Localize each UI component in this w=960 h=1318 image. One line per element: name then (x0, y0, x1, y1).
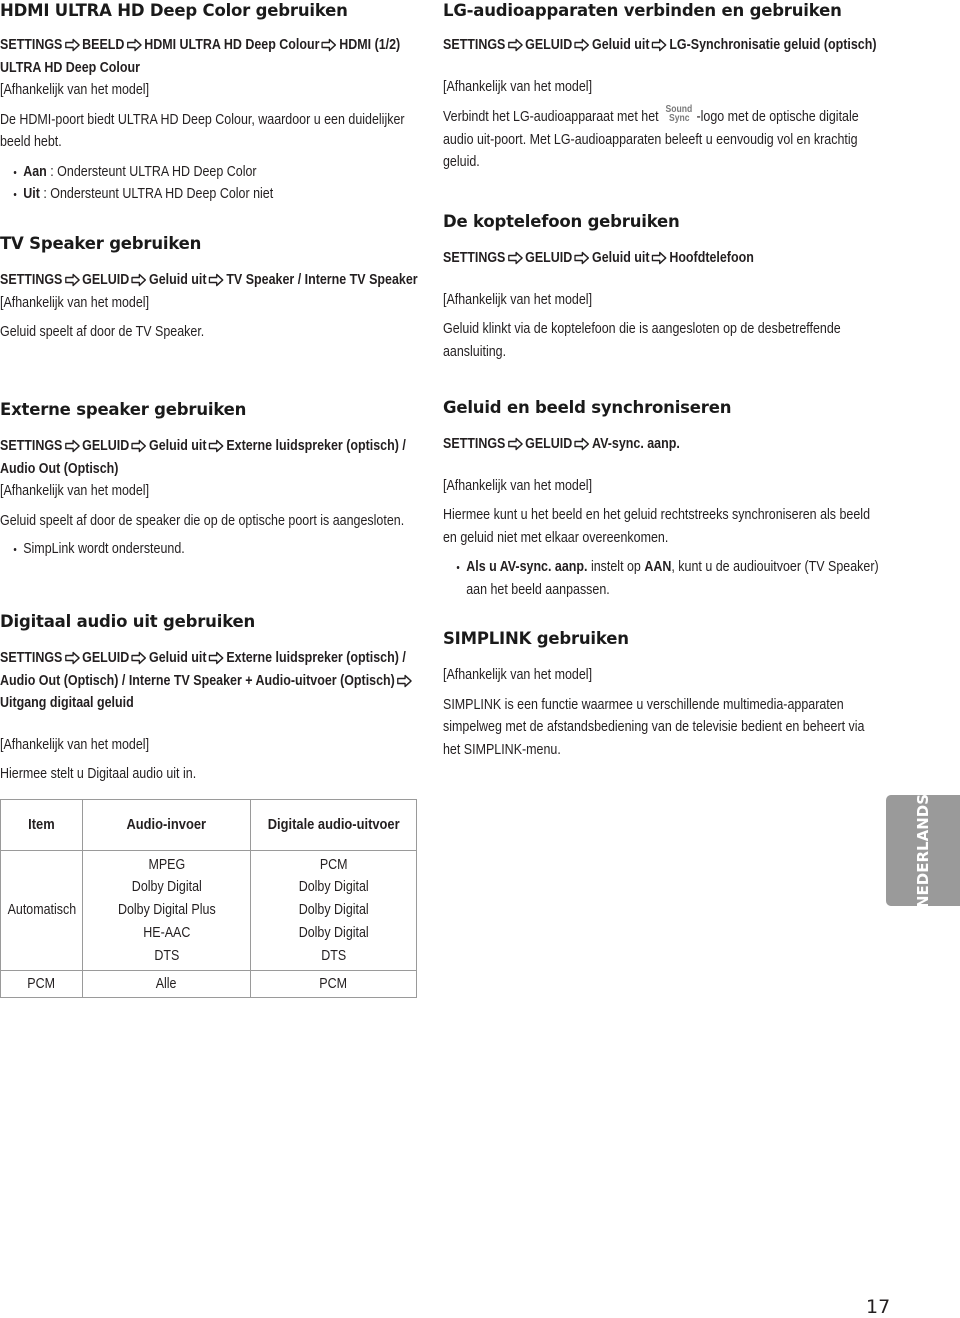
menu-path-segment: SETTINGS (0, 438, 63, 454)
section-tv-speaker (0, 233, 420, 344)
menu-path (443, 433, 882, 456)
model-note: [Afhankelijk van het model] (0, 736, 150, 753)
section-external-speaker (0, 399, 420, 561)
term: AAN (644, 559, 672, 575)
arrow-icon (574, 437, 590, 451)
menu-path-segment: Geluid uit (149, 438, 207, 454)
menu-path-segment: Geluid uit (592, 37, 650, 53)
body-text: De HDMI-poort biedt ULTRA HD Deep Colour, waardoor u een duidelijker beeld hebt. (0, 111, 405, 150)
cell-line: HE-AAC (142, 924, 191, 941)
section-title: SIMPLINK gebruiken (443, 629, 629, 648)
menu-path-segment: Externe luidspreker (optisch) / Audio Out (Optisch) / Interne TV Speaker + Audio-uitvoer (Optisch) (0, 650, 406, 689)
language-tab (886, 795, 960, 906)
list-item (0, 183, 419, 206)
section-title: TV Speaker gebruiken (0, 234, 202, 253)
cell-line: Dolby Digital Plus (117, 902, 216, 919)
audio-table (0, 799, 417, 998)
menu-path-segment: Externe luidspreker (optisch) / Audio Out (Optisch) (0, 438, 406, 477)
model-note: [Afhankelijk van het model] (443, 477, 593, 494)
model-note: [Afhankelijk van het model] (443, 78, 593, 95)
menu-path-segment: Uitgang digitaal geluid (0, 695, 134, 711)
cell-line: DTS (321, 947, 346, 964)
menu-path-segment: GELUID (525, 37, 573, 53)
model-note: [Afhankelijk van het model] (0, 294, 150, 311)
term: Als u AV-sync. aanp. (466, 559, 588, 575)
body-text: Geluid klinkt via de koptelefoon die is aangesloten op de desbetreffende aansluiting. (443, 321, 841, 360)
menu-path-segment: GELUID (82, 438, 130, 454)
arrow-icon (507, 38, 523, 52)
table-row (1, 851, 417, 971)
body-text (443, 105, 882, 174)
table-row (1, 971, 417, 998)
arrow-icon (131, 651, 147, 665)
menu-path-segment: SETTINGS (443, 250, 506, 266)
section-title: HDMI ULTRA HD Deep Color gebruiken (0, 1, 348, 20)
section-hdmi (0, 0, 420, 206)
logo-text: Sound (665, 104, 693, 115)
header-cell: Item (1, 800, 83, 851)
cell-line: MPEG (148, 856, 185, 873)
model-note: [Afhankelijk van het model] (443, 667, 593, 683)
header-cell: Audio-invoer (83, 800, 251, 851)
term-desc: : Ondersteunt ULTRA HD Deep Color (50, 163, 257, 180)
bullet-list (443, 556, 882, 601)
arrow-icon (131, 273, 147, 287)
section-lg-audio (443, 0, 883, 174)
menu-path (0, 435, 419, 480)
menu-path-segment: Geluid uit (592, 250, 650, 266)
term: Aan (23, 163, 47, 180)
menu-path (0, 34, 419, 79)
cell-line: Alle (156, 975, 177, 992)
menu-path-segment: BEELD (82, 37, 125, 53)
term-desc: : Ondersteunt ULTRA HD Deep Color niet (43, 186, 274, 202)
arrow-icon (321, 38, 337, 52)
menu-path-segment: SETTINGS (0, 37, 63, 53)
term-desc: , kunt u de audiouitvoer (TV Speaker) aan het beeld aanpassen. (466, 559, 879, 598)
menu-path (0, 269, 419, 292)
model-note: [Afhankelijk van het model] (443, 291, 593, 308)
menu-path-segment: SETTINGS (0, 650, 63, 666)
arrow-icon (208, 273, 224, 287)
arrow-icon (64, 273, 80, 287)
menu-path-segment: GELUID (82, 272, 130, 288)
section-title: LG-audioapparaten verbinden en gebruiken (443, 1, 842, 20)
body-text: Hiermee stelt u Digitaal audio uit in. (0, 766, 197, 782)
bullet-list (0, 538, 419, 561)
body-text-start: Verbindt het LG-audioapparaat met het (443, 109, 659, 125)
menu-path-segment: GELUID (525, 250, 573, 266)
cell-line: Dolby Digital (298, 902, 369, 919)
arrow-icon (126, 38, 142, 52)
arrow-icon (64, 439, 80, 453)
section-title: Digitaal audio uit gebruiken (0, 612, 256, 631)
menu-path-segment: HDMI (1/2) ULTRA HD Deep Colour (0, 37, 401, 76)
menu-path-segment: SETTINGS (0, 272, 63, 288)
menu-path-segment: TV Speaker / Interne TV Speaker (226, 272, 418, 288)
table-cell (83, 851, 251, 971)
body-text-end: -logo met de optische digitale audio uit-poort. Met LG-audioapparaten beleeft u eenvoudig vol en krachtig geluid. (443, 109, 859, 170)
table-cell: PCM (1, 971, 83, 998)
arrow-icon (397, 674, 413, 688)
menu-path (443, 247, 882, 270)
arrow-icon (131, 439, 147, 453)
model-note: [Afhankelijk van het model] (0, 483, 150, 499)
arrow-icon (507, 437, 523, 451)
section-headphone (443, 211, 883, 363)
term: Uit (23, 186, 40, 202)
cell-line: DTS (154, 947, 179, 964)
term-desc: instelt op (590, 559, 641, 575)
menu-path-segment: GELUID (82, 650, 130, 666)
menu-path (0, 647, 419, 715)
arrow-icon (507, 251, 523, 265)
list-item: SimpLink wordt ondersteund. (0, 538, 419, 561)
section-title: Externe speaker gebruiken (0, 400, 247, 419)
sound-sync-logo (664, 105, 695, 127)
menu-path (443, 34, 882, 57)
list-item (443, 556, 882, 601)
body-text: Geluid speelt af door de speaker die op de optische poort is aangesloten. (0, 512, 405, 529)
arrow-icon (651, 251, 667, 265)
menu-path-segment: SETTINGS (443, 436, 506, 452)
header-cell: Digitale audio-uitvoer (251, 800, 417, 851)
table-cell (83, 971, 251, 998)
arrow-icon (574, 38, 590, 52)
arrow-icon (64, 38, 80, 52)
arrow-icon (64, 651, 80, 665)
table-cell (251, 971, 417, 998)
menu-path-segment: GELUID (525, 436, 573, 452)
cell-line: Dolby Digital (298, 879, 369, 896)
arrow-icon (208, 651, 224, 665)
language-tab-label: NEDERLANDS (914, 793, 932, 908)
body-text: Hiermee kunt u het beeld en het geluid rechtstreeks synchroniseren als beeld en geluid niet met elkaar overeenkomen. (443, 507, 871, 546)
menu-path-segment: AV-sync. aanp. (592, 436, 680, 452)
cell-line: PCM (319, 975, 348, 992)
section-title: Geluid en beeld synchroniseren (443, 398, 732, 417)
section-digital-audio (0, 611, 420, 786)
body-text: SIMPLINK is een functie waarmee u verschillende multimedia-apparaten simpelweg met de afstandsbediening van de televisie bedient en beheert via het SIMPLINK-menu. (443, 696, 865, 758)
arrow-icon (651, 38, 667, 52)
logo-text: Sync (668, 113, 690, 124)
menu-path-segment: SETTINGS (443, 37, 506, 53)
menu-path-segment: Geluid uit (149, 272, 207, 288)
arrow-icon (574, 251, 590, 265)
menu-path-segment: LG-Synchronisatie geluid (optisch) (669, 37, 877, 53)
section-av-sync (443, 397, 883, 601)
menu-path-segment: Hoofdtelefoon (669, 250, 754, 266)
bullet-list (0, 161, 419, 206)
page-number: 17 (866, 1296, 891, 1318)
model-note: [Afhankelijk van het model] (0, 82, 150, 98)
table-cell: Automatisch (1, 851, 83, 971)
table-header-row (1, 800, 417, 851)
cell-line: PCM (319, 856, 348, 873)
section-title: De koptelefoon gebruiken (443, 212, 680, 231)
body-text: Geluid speelt af door de TV Speaker. (0, 324, 205, 340)
cell-line: Dolby Digital (298, 924, 369, 941)
list-item (0, 161, 419, 184)
cell-line: Dolby Digital (131, 879, 202, 896)
menu-path-segment: Geluid uit (149, 650, 207, 666)
section-simplink (443, 628, 883, 761)
menu-path-segment: HDMI ULTRA HD Deep Colour (144, 37, 320, 53)
table-cell (251, 851, 417, 971)
arrow-icon (208, 439, 224, 453)
